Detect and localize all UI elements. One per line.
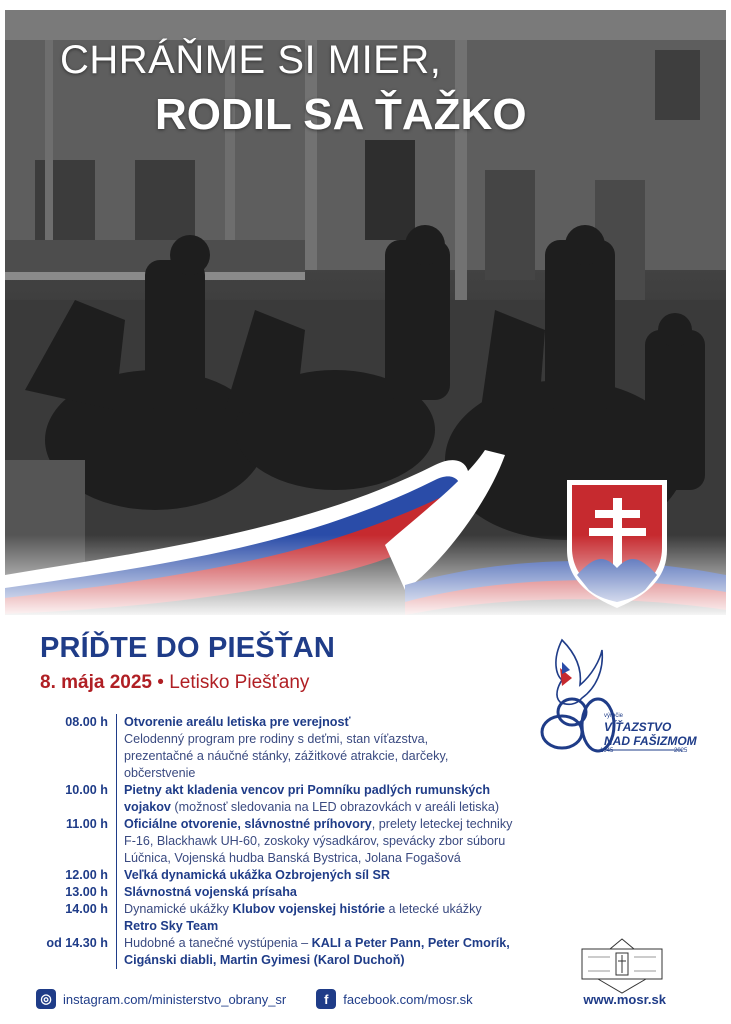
schedule-description [116, 748, 556, 765]
schedule-row [36, 816, 556, 833]
schedule-row [36, 714, 556, 731]
schedule-time [36, 952, 116, 969]
schedule-bold-text: Veľká dynamická ukážka Ozbrojených síl SR [124, 868, 390, 882]
logo-year-end: 2025 [674, 748, 688, 754]
instagram-link[interactable] [36, 989, 286, 1009]
schedule-pre-text: Hudobné a tanečné vystúpenia – [124, 936, 312, 950]
schedule-text: (možnosť sledovania na LED obrazovkách v areáli letiska) [170, 800, 500, 814]
schedule-bold-text: Retro Sky Team [124, 919, 219, 933]
schedule-bold-text: Otvorenie areálu letiska pre verejnosť [124, 715, 351, 729]
schedule-description [116, 782, 556, 799]
schedule-time: 14.00 h [65, 902, 108, 916]
schedule-row [36, 850, 556, 867]
schedule-description [116, 918, 556, 935]
instagram-icon: ◎ [36, 989, 56, 1009]
schedule-description [116, 901, 556, 918]
event-place: Letisko Piešťany [169, 672, 310, 693]
event-date: 8. mája 2025 [40, 672, 152, 693]
schedule-description [116, 765, 556, 782]
schedule-bold-text: KALI a Peter Pann, Peter Cmorík, [311, 936, 510, 950]
schedule-time [36, 918, 116, 935]
schedule-bold-text: Pietny akt kladenia vencov pri Pomníku padlých rumunských [124, 783, 491, 797]
schedule-bold-text: vojakov [124, 800, 171, 814]
schedule-text: Celodenný program pre rodiny s deťmi, stan víťazstva, [124, 732, 429, 746]
schedule-row [36, 918, 556, 935]
event-title: PRÍĎTE DO PIEŠŤAN [40, 632, 336, 664]
schedule-text: , prelety leteckej techniky [371, 817, 513, 831]
schedule-text: občerstvenie [124, 766, 196, 780]
schedule-time [36, 850, 116, 867]
logo-year-start: 1945 [600, 748, 614, 754]
schedule-row [36, 833, 556, 850]
schedule-time [36, 765, 116, 782]
facebook-link[interactable] [316, 989, 472, 1009]
schedule-row [36, 731, 556, 748]
schedule-row [36, 765, 556, 782]
footer [36, 986, 696, 1012]
headline-line-2: RODIL SA ŤAŽKO [155, 90, 527, 139]
schedule-text: prezentačné a náučné stánky, zážitkové atrakcie, darčeky, [124, 749, 449, 763]
schedule-time [36, 833, 116, 850]
schedule-time: 12.00 h [65, 868, 108, 882]
schedule-description [116, 952, 556, 969]
schedule-description [116, 833, 556, 850]
schedule-pre-text: Dynamické ukážky [124, 902, 233, 916]
schedule-description [116, 935, 556, 952]
schedule-bold-text: Cigánski diabli, Martin Gyimesi (Karol Duchoň) [124, 953, 405, 967]
logo-line-2: NAD FAŠIZMOM [604, 734, 697, 748]
schedule-row [36, 867, 556, 884]
schedule-description [116, 714, 556, 731]
facebook-icon: f [316, 989, 336, 1009]
schedule-row [36, 952, 556, 969]
website-link[interactable] [583, 992, 666, 1007]
schedule-description [116, 816, 556, 833]
schedule-row [36, 901, 556, 918]
schedule-text: Lúčnica, Vojenská hudba Banská Bystrica, Jolana Fogašová [124, 851, 461, 865]
logo-line-1: VÍŤAZSTVO [604, 720, 672, 734]
schedule-time [36, 748, 116, 765]
schedule-description [116, 799, 556, 816]
schedule-row [36, 748, 556, 765]
schedule [36, 714, 556, 969]
schedule-bold-text: Slávnostná vojenská prísaha [124, 885, 297, 899]
schedule-bold-text: Klubov vojenskej histórie [232, 902, 386, 916]
instagram-text: instagram.com/ministerstvo_obrany_sr [63, 991, 287, 1007]
event-separator: • [157, 672, 164, 693]
schedule-time: 08.00 h [65, 715, 108, 729]
schedule-time [36, 731, 116, 748]
schedule-row [36, 935, 556, 952]
website-text: www.mosr.sk [583, 991, 666, 1007]
schedule-description [116, 867, 556, 884]
event-subtitle [40, 672, 309, 694]
schedule-row [36, 782, 556, 799]
schedule-time: od 14.30 h [46, 936, 108, 950]
hero-fade [5, 535, 726, 615]
schedule-row [36, 799, 556, 816]
schedule-time: 10.00 h [65, 783, 108, 797]
schedule-time [36, 799, 116, 816]
logo-small-text: výročie [604, 713, 624, 719]
schedule-time: 13.00 h [65, 885, 108, 899]
schedule-text: F-16, Blackhawk UH-60, zoskoky výsadkárov, spevácky zbor súboru [124, 834, 506, 848]
headline-line-1: CHRÁŇME SI MIER, [60, 38, 442, 82]
schedule-description [116, 850, 556, 867]
schedule-description [116, 731, 556, 748]
schedule-bold-text: Oficiálne otvorenie, slávnostné príhovory [124, 817, 372, 831]
schedule-description [116, 884, 556, 901]
facebook-text: facebook.com/mosr.sk [343, 991, 473, 1007]
schedule-time: 11.00 h [65, 817, 108, 831]
schedule-row [36, 884, 556, 901]
schedule-text: a letecké ukážky [385, 902, 482, 916]
